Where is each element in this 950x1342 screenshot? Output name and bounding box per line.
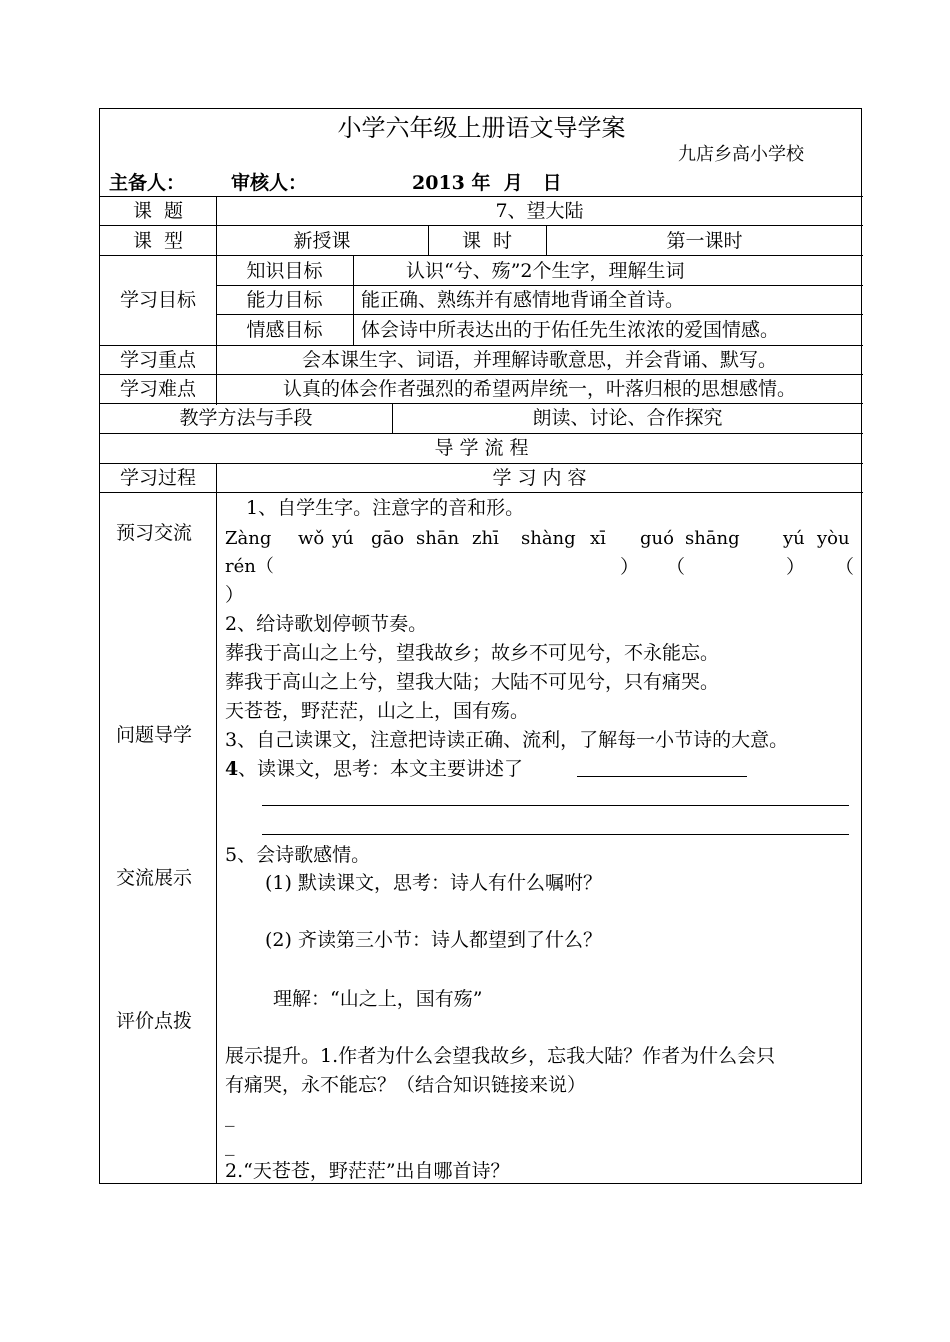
date-label: 2013 年 月 日 [412,172,562,194]
answer-line [577,776,747,777]
pinyin: xī [590,528,606,549]
difficulty-text: 认真的体会作者强烈的希望两岸统一，叶落归根的思想感情。 [282,378,796,400]
content-line: 展示提升。1.作者为什么会望我故乡，忘我大陆？作者为什么会只 [225,1045,776,1067]
poem-line: 天苍苍，野茫茫，山之上，国有殇。 [225,700,530,722]
goal-emotion-text: 体会诗中所表达出的于佑任先生浓浓的爱国情感。 [361,319,780,341]
divider [100,463,863,464]
divider [100,196,863,197]
hours-label: 课 时 [461,230,513,252]
content-line: 2.“天苍苍，野茫茫”出自哪首诗？ [225,1160,510,1182]
pinyin: wǒ [298,528,325,549]
goals-label: 学习目标 [119,289,196,311]
content-line: 3、自己读课文，注意把诗读正确、流利，了解每一小节诗的大意。 [225,729,789,751]
content-line: 2、给诗歌划停顿节奏。 [225,613,428,635]
pinyin: shān [416,528,460,549]
content-label: 学 习 内 容 [492,467,587,489]
type-value: 新授课 [293,230,351,252]
stage-share: 交流展示 [115,867,192,889]
answer-blank: _ [225,1105,235,1127]
page-title: 小学六年级上册语文导学案 [337,114,626,142]
answer-blank: ） [786,556,806,578]
pinyin: shāng [685,528,740,549]
type-label: 课 型 [132,230,184,252]
answer-line [262,805,849,806]
stage-preview: 预习交流 [115,522,192,544]
goal-ability-text: 能正确、熟练并有感情地背诵全首诗。 [361,289,685,311]
reviewer-label: 审核人： [231,172,308,194]
goal-ability-label: 能力目标 [246,289,323,311]
answer-blank: （ [666,556,686,578]
process-label: 学习过程 [119,467,196,489]
pinyin: yú [332,528,354,549]
goal-emotion-label: 情感目标 [246,319,323,341]
school-name: 九店乡高小学校 [678,144,804,165]
content-line: 5、会诗歌感情。 [225,844,371,866]
goal-knowledge-text: 认识“兮、殇”2个生字，理解生词 [406,260,685,282]
divider [100,374,863,375]
pinyin: yòu [817,528,850,549]
key-text: 会本课生字、词语，并理解诗歌意思，并会背诵、默写。 [301,349,777,371]
pinyin: Zàng [225,528,272,549]
hours-value: 第一课时 [666,230,743,252]
method-text: 朗读、讨论、合作探究 [532,407,723,429]
pinyin: guó [640,528,674,549]
goal-knowledge-label: 知识目标 [246,260,323,282]
divider [100,255,863,256]
flow-title: 导 学 流 程 [434,437,529,459]
divider [100,225,863,226]
pinyin: gāo [371,528,405,549]
content-line: 、读课文，思考：本文主要讲述了 [238,758,524,780]
question: (2) 齐读第三小节：诗人都望到了什么？ [265,929,602,951]
content-number: 4 [225,758,239,780]
topic-value: 7、望大陆 [495,200,584,222]
method-label: 教学方法与手段 [179,407,313,429]
lesson-plan-table [99,108,862,1184]
pinyin: yú [783,528,805,549]
answer-blank: rén（ [225,556,274,577]
content-line: 1、自学生字。注意字的音和形。 [246,497,525,519]
answer-blank: _ [225,1134,235,1156]
stage-evaluate: 评价点拨 [115,1010,192,1032]
question: (1) 默读课文，思考：诗人有什么嘱咐？ [265,872,602,894]
key-label: 学习重点 [119,349,196,371]
answer-line [262,834,849,835]
divider [216,463,217,1184]
answer-blank: ） [620,556,640,578]
divider [100,433,863,434]
poem-line: 葬我于高山之上兮，望我大陆；大陆不可见兮，只有痛哭。 [225,671,720,693]
topic-label: 课 题 [132,200,184,222]
divider [100,403,863,404]
preparer-label: 主备人： [109,172,186,194]
divider [216,285,863,286]
content-line: 有痛哭，永不能忘？（结合知识链接来说） [225,1074,587,1096]
divider [353,255,354,345]
answer-blank: ） [225,584,245,606]
divider [216,314,863,315]
divider [100,345,863,346]
difficulty-label: 学习难点 [119,378,196,400]
understand-line: 理解：“山之上，国有殇” [273,988,483,1010]
pinyin: zhī [472,528,499,549]
stage-guide: 问题导学 [115,724,192,746]
pinyin: shàng [521,528,576,549]
divider [100,492,863,493]
answer-blank: （ [835,556,855,578]
poem-line: 葬我于高山之上兮，望我故乡；故乡不可见兮，不永能忘。 [225,642,720,664]
